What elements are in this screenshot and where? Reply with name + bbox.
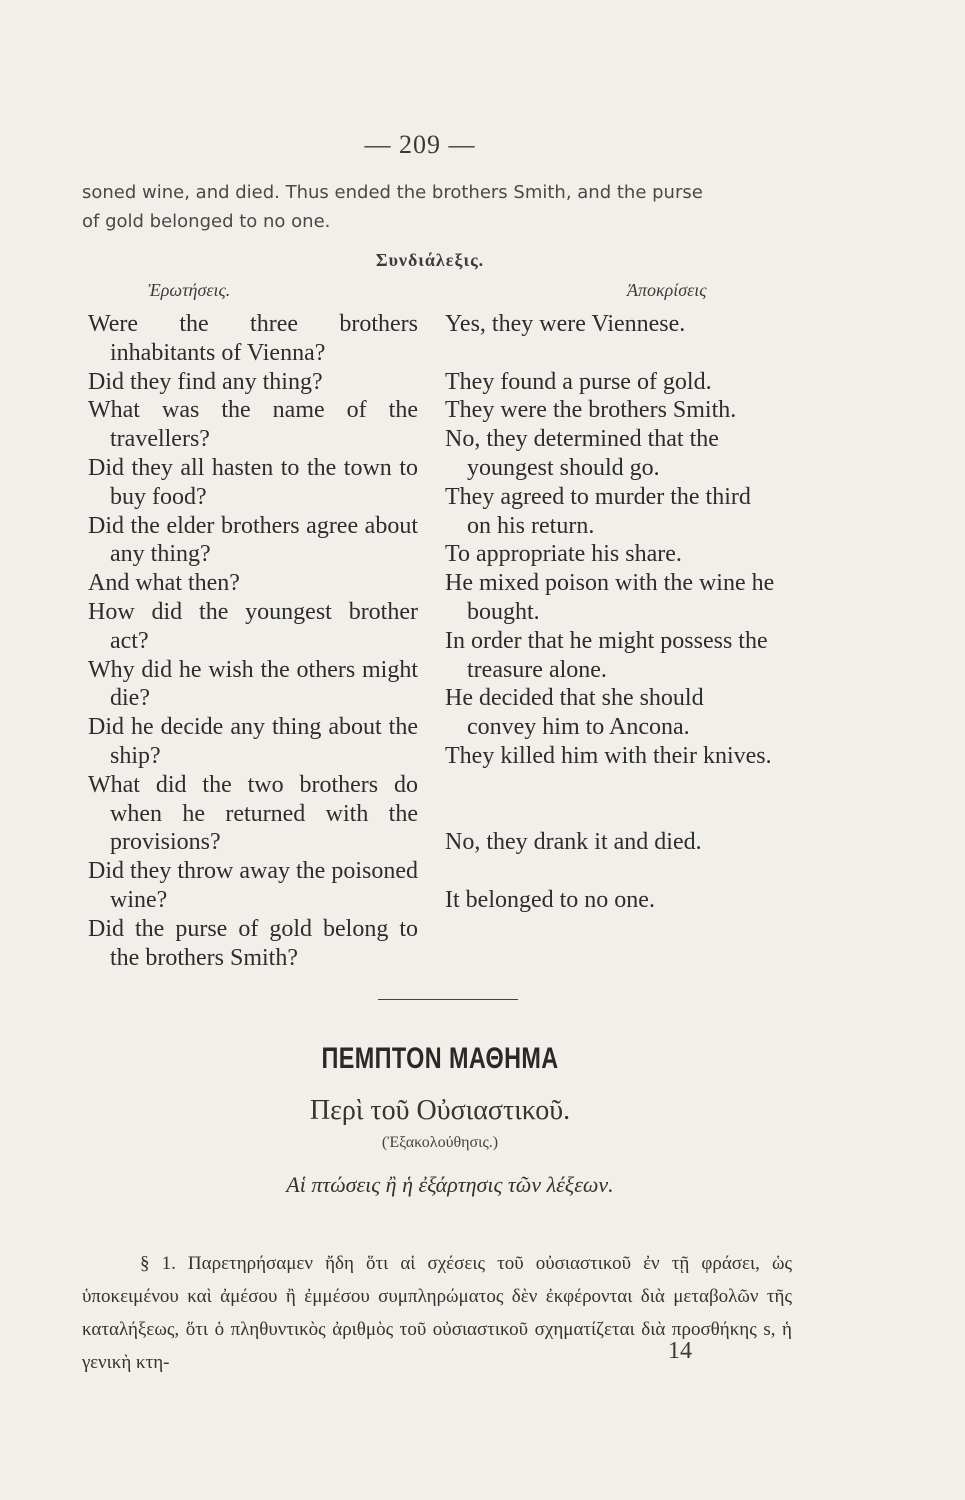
signature-mark: 14 <box>668 1338 692 1364</box>
lesson-subtitle: Περὶ τοῦ Οὐσιαστικοῦ. <box>309 1095 571 1126</box>
question: Did he decide any thing about the ship? <box>88 714 418 769</box>
answer: They agreed to murder the third on his return. <box>445 483 751 539</box>
lesson-note: (Ἐξακολούθησις.) <box>381 1134 499 1151</box>
answer: Yes, they were Viennese. <box>445 311 686 337</box>
question: Why did he wish the others might die? <box>88 656 418 712</box>
spacer <box>445 771 775 800</box>
question: And what then? <box>88 570 240 597</box>
intro-text <box>82 178 782 236</box>
question: What did the two brothers do when he returned with the provisions? <box>88 771 418 856</box>
question: How did the youngest brother act? <box>88 598 418 654</box>
answer: They found a purse of gold. <box>445 368 712 395</box>
section-heading: Αἱ πτώσεις ἢ ἡ ἐξάρτησις τῶν λέξεων. <box>286 1172 614 1197</box>
answer: In order that he might possess the treasure alone. <box>445 627 768 683</box>
answer: He mixed poison with the wine he bought. <box>445 570 775 625</box>
answer: He decided that she should convey him to Ancona. <box>445 685 704 741</box>
question: Were the three brothers inhabitants of Vienna? <box>88 311 418 366</box>
question: Did they find any thing? <box>88 368 323 395</box>
intro-line: soned wine, and died. Thus ended the brothers Smith, and the purse <box>82 182 703 203</box>
spacer <box>445 800 775 829</box>
questions-column <box>88 310 418 972</box>
dialogue-title: Συνδιάλεξις. <box>375 250 485 270</box>
question: What was the name of the travellers? <box>88 397 418 453</box>
page-number: — 209 — <box>364 130 476 159</box>
answer: To appropriate his share. <box>445 541 682 568</box>
spacer <box>445 339 775 368</box>
question: Did the purse of gold belong to the brothers Smith? <box>88 915 418 971</box>
answer: No, they drank it and died. <box>445 829 702 856</box>
answer: It belonged to no one. <box>445 886 655 913</box>
section-divider <box>378 999 518 1000</box>
question: Did the elder brothers agree about any thing? <box>88 512 418 568</box>
question: Did they all hasten to the town to buy food? <box>88 454 418 510</box>
answer: They were the brothers Smith. <box>445 397 737 424</box>
answer: They killed him with their knives. <box>445 742 772 769</box>
lesson-title: ΠΕΜΠΤΟΝ ΜΑΘΗΜΑ <box>321 1042 559 1075</box>
answers-column <box>445 310 775 915</box>
question: Did they throw away the poisoned wine? <box>88 858 418 913</box>
answer: No, they determined that the youngest should go. <box>445 426 719 481</box>
spacer <box>445 857 775 886</box>
answers-header: Ἀποκρίσεις <box>627 280 707 300</box>
paragraph: § 1. Παρετηρήσαμεν ἤδη ὅτι αἱ σχέσεις τοῦ οὐσιαστικοῦ ἐν τῇ φράσει, ὡς ὑποκειμένου καὶ ἀμέσου ἢ ἐμμέσου συμπληρώματος δὲν ἐκφέρονται διὰ μεταβολῶν τῆς καταλήξεως, ὅτι ὁ πληθυντικὸς ἀριθμὸς τοῦ οὐσιαστικοῦ σχηματίζεται διὰ προσθήκης s, ἡ γενικὴ κτη- <box>82 1253 792 1373</box>
intro-line: of gold belonged to no one. <box>82 211 331 232</box>
questions-header: Ἐρωτήσεις. <box>148 280 231 300</box>
